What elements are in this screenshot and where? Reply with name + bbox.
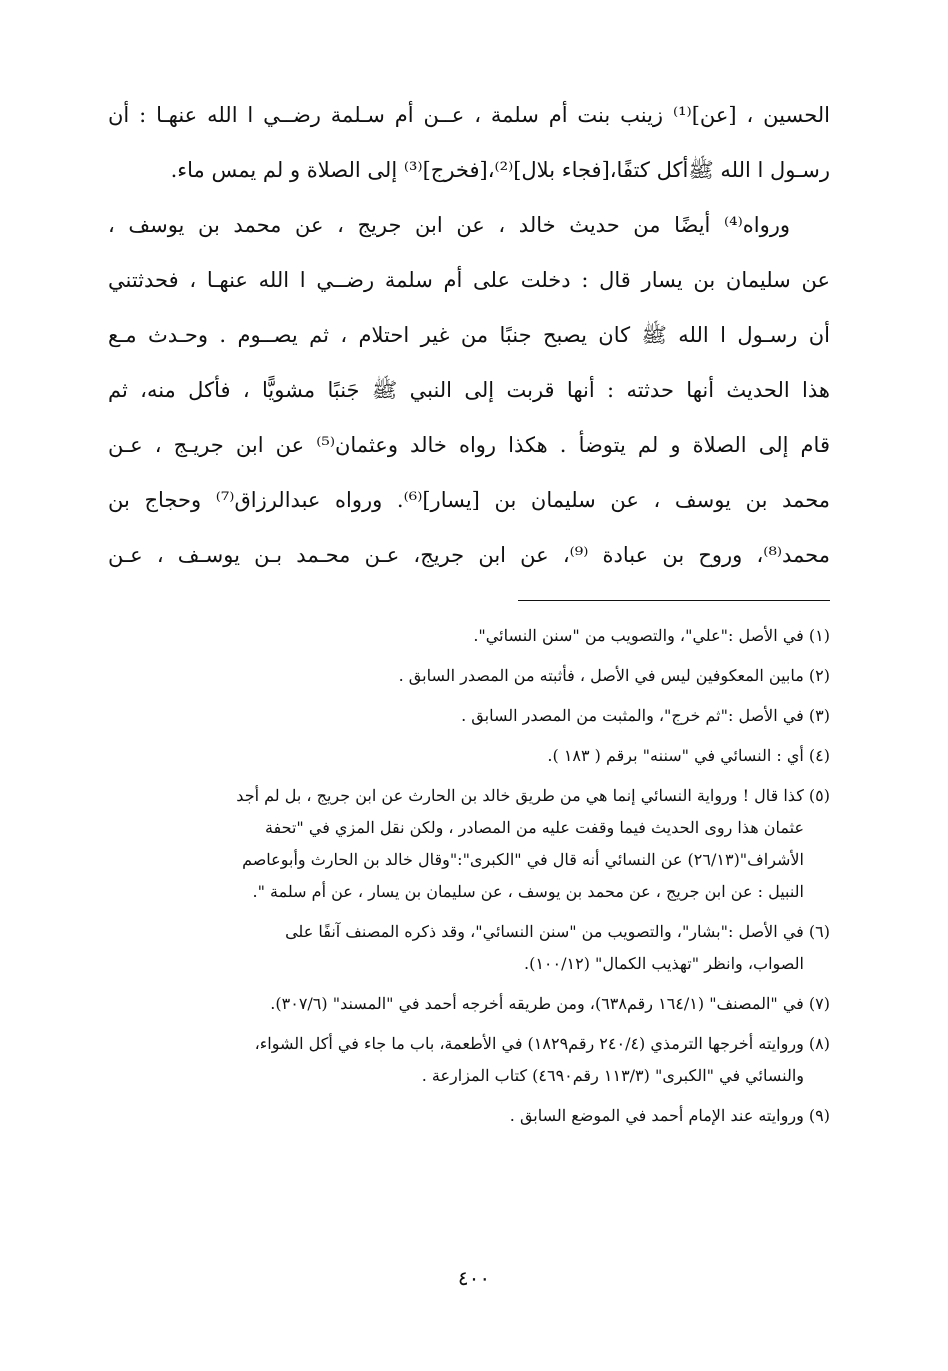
footnote-number: (٨) <box>808 1034 830 1053</box>
footnote <box>100 620 830 652</box>
footnote <box>100 740 830 772</box>
footnote-text: الأشراف"(٢٦/١٣) عن النسائي أنه قال في "الكبرى":"وقال خالد بن الحارث وأبوعاصم <box>242 850 804 869</box>
footnote <box>100 916 830 980</box>
footnote-text: وروايته أخرجها الترمذي (٢٤٠/٤ رقم١٨٢٩) في الأطعمة، باب ما جاء في أكل الشواء، <box>254 1034 804 1053</box>
main-text <box>108 92 830 587</box>
footnote-text: في الأصل :"بشار"، والتصويب من "سنن النسائي"، وقد ذكره المصنف آنفًا على <box>285 922 804 941</box>
footnote-number: (٣) <box>808 706 830 725</box>
footnote-number: (٤) <box>808 746 830 765</box>
footnote-text: في الأصل :"علي"، والتصويب من "سنن النسائي". <box>473 626 804 645</box>
footnote-number: (٢) <box>808 666 830 685</box>
main-line: عن سليمان بن يسار قال : دخلت على أم سلمة رضــي ا الله عنهـا ، فحدثتني <box>108 268 830 292</box>
main-line: محمد⁽⁸⁾، وروح بن عبادة ⁽⁹⁾، عن ابن جريج، عـن محـمد بـن يوسـف ، عـن <box>108 543 830 567</box>
main-line: ورواه⁽⁴⁾ أيضًا من حديث خالد ، عن ابن جريج ، عن محمد بن يوسف ، <box>108 213 790 237</box>
footnotes <box>100 620 830 1140</box>
page-number: ٤٠٠ <box>457 1266 491 1290</box>
footnote-number: (١) <box>808 626 830 645</box>
main-line: محمد بن يوسف ، عن سليمان بن [يسار]⁽⁶⁾. ورواه عبدالرزاق⁽⁷⁾ وحجاج بن <box>108 488 830 512</box>
footnote-number: (٥) <box>808 786 830 805</box>
footnote-text: أي : النسائي في "سننه" برقم ( ١٨٣ ). <box>547 746 804 765</box>
footnote <box>100 780 830 908</box>
footnote <box>100 700 830 732</box>
footnote-text: في الأصل :"ثم خرج"، والمثبت من المصدر السابق . <box>461 706 804 725</box>
main-line: هذا الحديث أنها حدثته : أنها قربت إلى النبي ﷺ جَنبًا مشويًّا ، فأكل منه، ثم <box>108 378 830 402</box>
footnote <box>100 1028 830 1092</box>
footnote-text: والنسائي في "الكبرى" (١١٣/٣ رقم٤٦٩٠) كتاب المزارعة . <box>421 1066 804 1085</box>
footnote <box>100 660 830 692</box>
footnote-text: عثمان هذا روى الحديث فيما وقفت عليه من المصادر ، ولكن نقل المزي في "تحفة <box>264 818 804 837</box>
main-line: قام إلى الصلاة و لم يتوضأ . هكذا رواه خالد وعثمان⁽⁵⁾ عن ابن جريـج ، عـن <box>108 433 830 457</box>
footnote-number: (٧) <box>808 994 830 1013</box>
main-line: رسـول ا الله ﷺأكل كتفًا،[فجاء بلال]⁽²⁾،[فخرج]⁽³⁾ إلى الصلاة و لم يمس ماء. <box>170 158 830 182</box>
footnote-text: الصواب، وانظر "تهذيب الكمال" (١٠٠/١٢). <box>524 954 804 973</box>
main-line: الحسين ، [عن]⁽¹⁾ زينب بنت أم سلمة ، عــن أم سـلمة رضــي ا الله عنهـا : أن <box>108 103 830 127</box>
footnote <box>100 988 830 1020</box>
footnote-text: وروايته عند الإمام أحمد في الموضع السابق . <box>509 1106 804 1125</box>
footnote-number: (٦) <box>808 922 830 941</box>
footnote-text: كذا قال ! ورواية النسائي إنما هي من طريق خالد بن الحارث عن ابن جريج ، بل لم أجد <box>236 786 804 805</box>
footnote-separator <box>518 600 830 601</box>
footnote <box>100 1100 830 1132</box>
footnote-text: مابين المعكوفين ليس في الأصل ، فأثبته من المصدر السابق . <box>398 666 804 685</box>
footnote-text: النبيل : عن ابن جريج ، عن محمد بن يوسف ، عن سليمان بن يسار ، عن أم سلمة ". <box>252 882 804 901</box>
main-line: أن رسـول ا الله ﷺ كان يصبح جنبًا من غير احتلام ، ثم يصــوم . وحـدث مـع <box>108 323 830 347</box>
footnote-text: في "المصنف" (١٦٤/١ رقم٦٣٨)، ومن طريقه أخرجه أحمد في "المسند" (٣٠٧/٦). <box>270 994 804 1013</box>
footnote-number: (٩) <box>808 1106 830 1125</box>
